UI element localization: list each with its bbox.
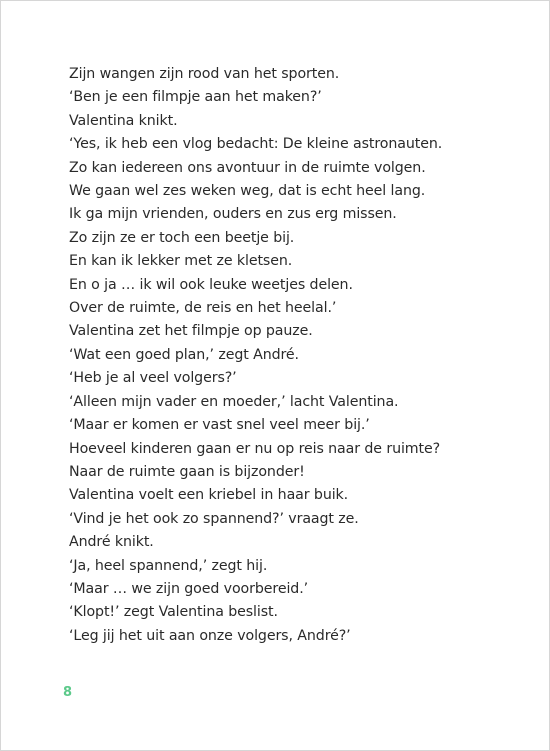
text-line: ‘Yes, ik heb een vlog bedacht: De kleine astronauten.: [69, 136, 443, 153]
text-line: ‘Heb je al veel volgers?’: [69, 370, 237, 387]
text-line: ‘Ja, heel spannend,’ zegt hij.: [69, 557, 268, 574]
text-line: ‘Maar er komen er vast snel veel meer bij.’: [69, 417, 370, 434]
text-line: ‘Leg jij het uit aan onze volgers, André?’: [69, 627, 351, 644]
text-line: We gaan wel zes weken weg, dat is echt heel lang.: [69, 183, 426, 200]
text-line: ‘Klopt!’ zegt Valentina beslist.: [69, 604, 278, 621]
text-line: Valentina zet het filmpje op pauze.: [69, 323, 313, 340]
text-line: Zijn wangen zijn rood van het sporten.: [69, 66, 340, 82]
text-line: Zo zijn ze er toch een beetje bij.: [69, 229, 295, 246]
text-line: En kan ik lekker met ze kletsen.: [69, 253, 293, 270]
text-line: Valentina voelt een kriebel in haar buik.: [69, 487, 349, 504]
text-line: Hoeveel kinderen gaan er nu op reis naar de ruimte?: [69, 440, 441, 457]
text-line: En o ja … ik wil ook leuke weetjes delen.: [69, 276, 353, 293]
text-line: ‘Wat een goed plan,’ zegt André.: [69, 346, 299, 363]
text-line: Over de ruimte, de reis en het heelal.’: [69, 300, 337, 317]
page-number: 8: [63, 685, 73, 700]
text-line: ‘Vind je het ook zo spannend?’ vraagt ze.: [69, 510, 359, 527]
story-text: [69, 63, 509, 648]
text-line: André knikt.: [69, 534, 154, 551]
text-line: Valentina knikt.: [69, 112, 178, 129]
text-line: Ik ga mijn vrienden, ouders en zus erg missen.: [69, 206, 397, 223]
text-line: ‘Maar … we zijn goed voorbereid.’: [69, 580, 309, 597]
text-line: ‘Alleen mijn vader en moeder,’ lacht Valentina.: [69, 393, 399, 410]
text-line: Naar de ruimte gaan is bijzonder!: [69, 463, 305, 480]
text-line: Zo kan iedereen ons avontuur in de ruimte volgen.: [69, 159, 426, 176]
text-line: ‘Ben je een filmpje aan het maken?’: [69, 89, 322, 106]
